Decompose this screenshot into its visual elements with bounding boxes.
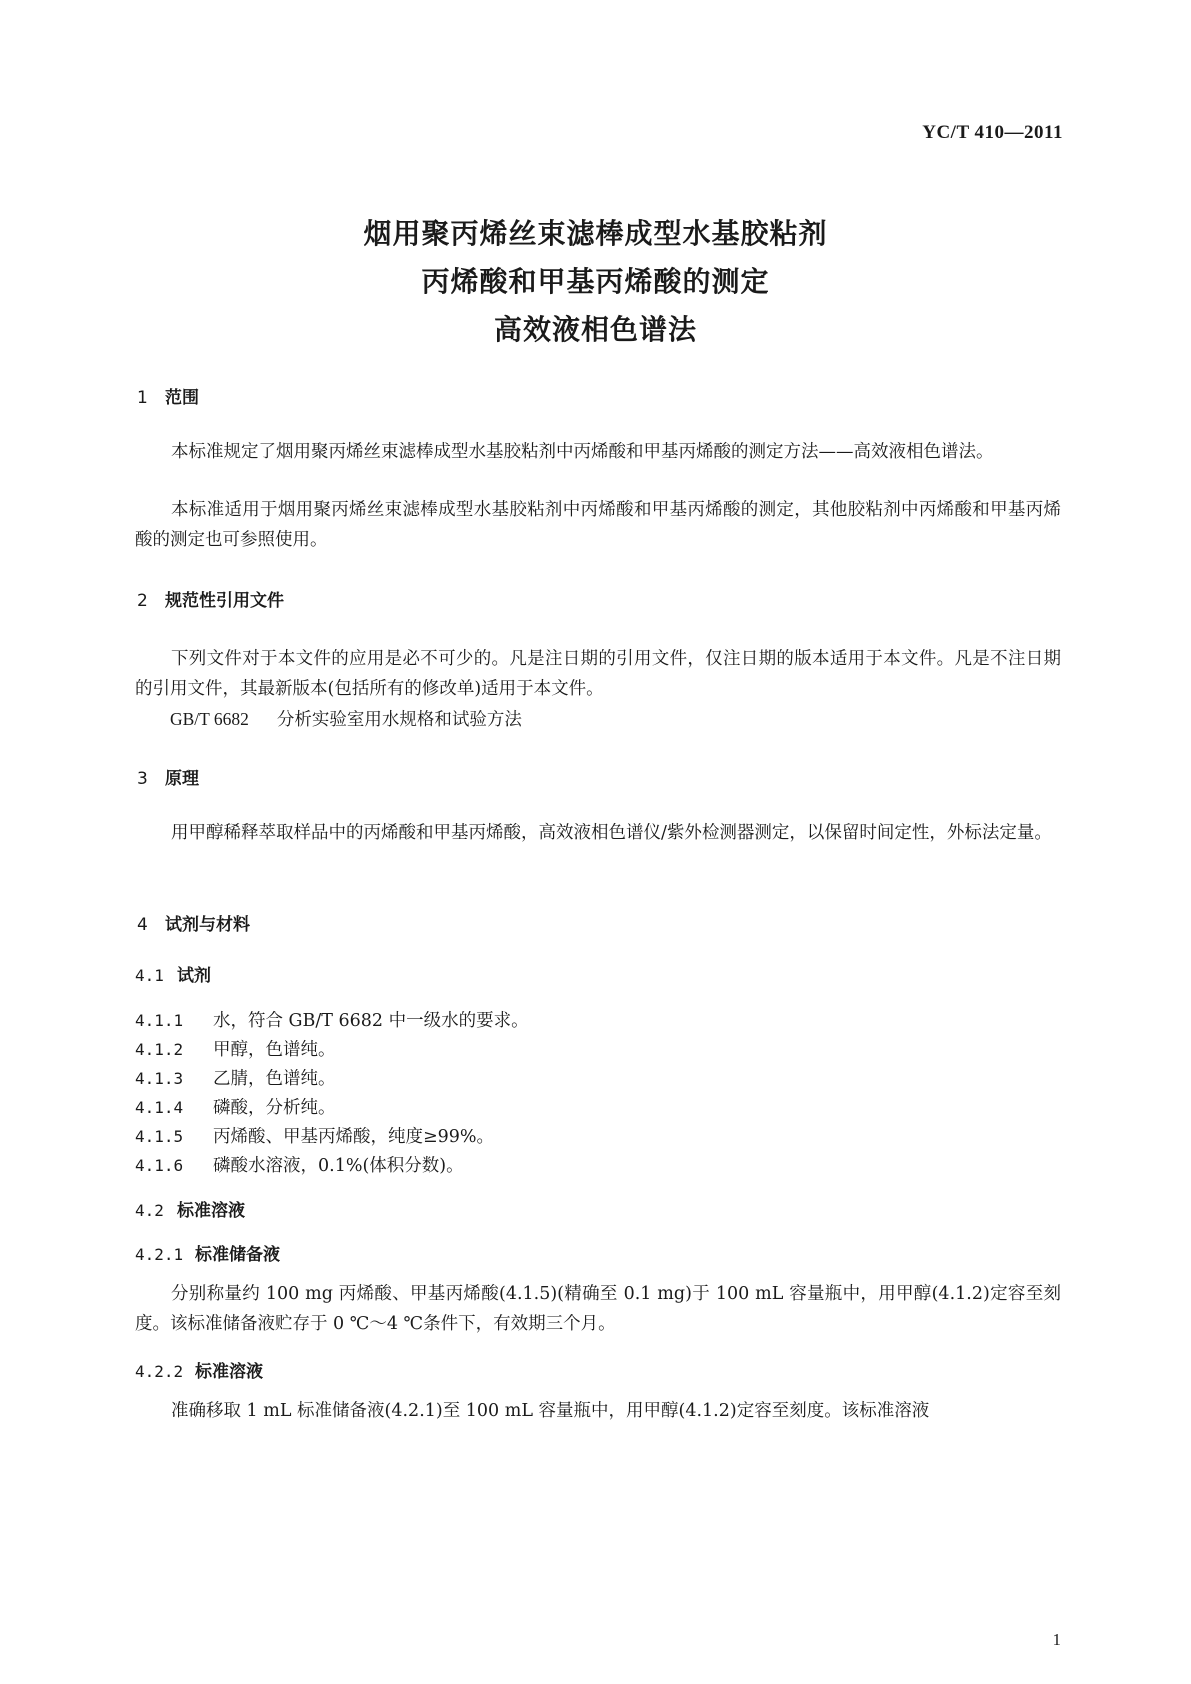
subsection-4-2-1-paragraph: 分别称量约 100 mg 丙烯酸、甲基丙烯酸(4.1.5)(精确至 0.1 mg)于 100 mL 容量瓶中，用甲醇(4.1.2)定容至刻度。该标准储备液贮存于 0 ℃～4 ℃条件下，有效期三个月。: [135, 1284, 1061, 1334]
section-3-paragraph-1: 用甲醇稀释萃取样品中的丙烯酸和甲基丙烯酸，高效液相色谱仪/紫外检测器测定，以保留时间定性，外标法定量。: [171, 823, 1052, 843]
subsection-4-2-heading: [135, 1196, 245, 1221]
item-number: 4.1.1: [135, 1011, 184, 1030]
document-title: [0, 210, 1191, 354]
section-2-heading: [137, 586, 284, 611]
reagent-item: [135, 1065, 336, 1090]
item-number: 4.1.2: [135, 1040, 184, 1059]
normative-reference: [170, 706, 522, 731]
reagent-item: [135, 1152, 464, 1177]
section-2-paragraph-1: 下列文件对于本文件的应用是必不可少的。凡是注日期的引用文件，仅注日期的版本适用于本文件。凡是不注日期的引用文件，其最新版本(包括所有的修改单)适用于本文件。: [135, 649, 1061, 699]
section-number: 1: [137, 388, 148, 408]
reagent-item: [135, 1123, 494, 1148]
reagent-item: [135, 1036, 336, 1061]
subsection-title: 标准溶液: [195, 1362, 263, 1382]
section-title: 范围: [165, 388, 199, 408]
section-title: 规范性引用文件: [165, 591, 284, 611]
subsection-title: 标准储备液: [195, 1245, 280, 1265]
subsection-title: 试剂: [177, 966, 211, 986]
subsection-4-1-heading: [135, 961, 211, 986]
item-text: 甲醇，色谱纯。: [213, 1040, 336, 1060]
item-text: 乙腈，色谱纯。: [213, 1069, 336, 1089]
section-number: 2: [137, 591, 148, 611]
standard-code: YC/T 410—2011: [922, 122, 1063, 143]
section-number: 3: [137, 769, 148, 789]
subsection-4-2-1-heading: [135, 1240, 280, 1265]
item-number: 4.1.3: [135, 1069, 184, 1088]
page-number: 1: [1052, 1630, 1061, 1649]
item-text: 磷酸，分析纯。: [213, 1098, 336, 1118]
section-1-paragraph-2: 本标准适用于烟用聚丙烯丝束滤棒成型水基胶粘剂中丙烯酸和甲基丙烯酸的测定，其他胶粘剂中丙烯酸和甲基丙烯酸的测定也可参照使用。: [135, 500, 1061, 550]
title-line-1: 烟用聚丙烯丝束滤棒成型水基胶粘剂: [363, 217, 828, 250]
section-number: 4: [137, 915, 148, 935]
section-1-heading: [137, 383, 199, 408]
subsection-number: 4.2: [135, 1201, 164, 1220]
item-number: 4.1.5: [135, 1127, 184, 1146]
reagent-item: [135, 1094, 336, 1119]
item-number: 4.1.6: [135, 1156, 184, 1175]
subsection-number: 4.2.1: [135, 1245, 184, 1264]
section-title: 原理: [165, 769, 199, 789]
section-4-heading: [137, 910, 250, 935]
item-text: 丙烯酸、甲基丙烯酸，纯度≥99%。: [213, 1127, 495, 1147]
reference-code: GB/T 6682: [170, 709, 249, 729]
subsection-number: 4.1: [135, 966, 164, 985]
subsection-4-2-2-heading: [135, 1357, 263, 1382]
item-number: 4.1.4: [135, 1098, 184, 1117]
section-title: 试剂与材料: [165, 915, 250, 935]
section-1-paragraph-1: 本标准规定了烟用聚丙烯丝束滤棒成型水基胶粘剂中丙烯酸和甲基丙烯酸的测定方法——高效液相色谱法。: [171, 442, 994, 462]
item-text: 磷酸水溶液，0.1%(体积分数)。: [213, 1156, 464, 1176]
subsection-4-2-2-paragraph: 准确移取 1 mL 标准储备液(4.2.1)至 100 mL 容量瓶中，用甲醇(4.1.2)定容至刻度。该标准溶液: [171, 1401, 930, 1421]
reference-title: 分析实验室用水规格和试验方法: [276, 710, 522, 730]
title-line-2: 丙烯酸和甲基丙烯酸的测定: [421, 265, 770, 298]
subsection-title: 标准溶液: [177, 1201, 245, 1221]
reagent-item: [135, 1007, 529, 1032]
section-3-heading: [137, 764, 199, 789]
item-text: 水，符合 GB/T 6682 中一级水的要求。: [213, 1011, 529, 1031]
title-line-3: 高效液相色谱法: [493, 313, 697, 346]
subsection-number: 4.2.2: [135, 1362, 184, 1381]
